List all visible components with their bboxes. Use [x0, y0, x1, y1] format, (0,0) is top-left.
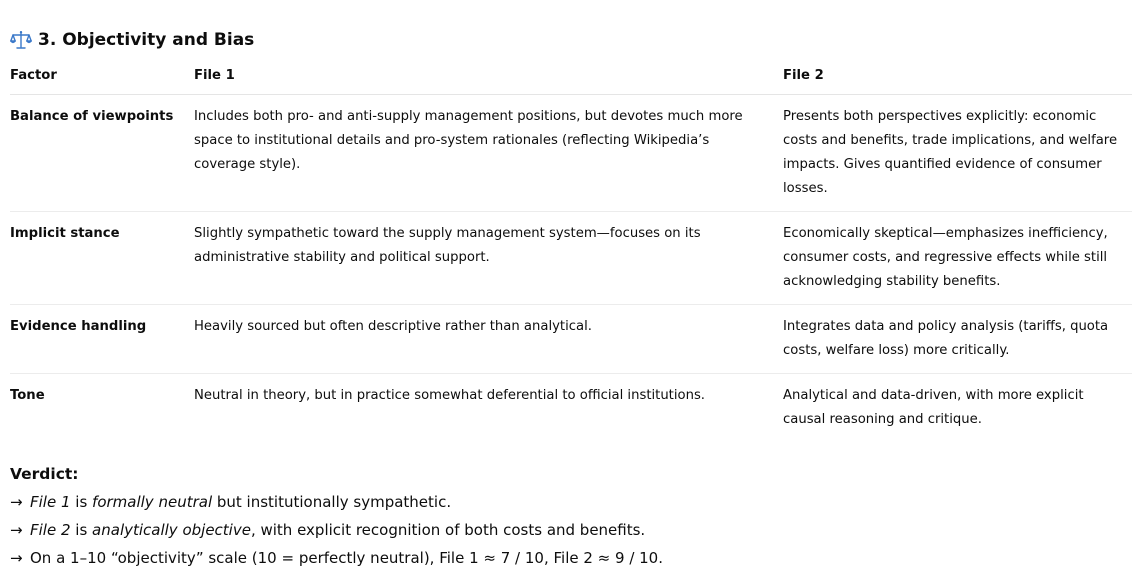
verdict-line-file2 [10, 516, 1132, 544]
arrow-icon: → [10, 493, 23, 511]
arrow-icon: → [10, 549, 23, 567]
verdict-rest: , with explicit recognition of both costs and benefits. [250, 521, 646, 539]
balance-scale-icon [10, 30, 32, 50]
verdict-connector: is [70, 493, 93, 511]
factor-cell: Evidence handling [10, 305, 194, 374]
response-section [10, 26, 1132, 572]
file1-cell: Includes both pro- and anti-supply management positions, but devotes much more space to institutional details and pro-system rationales (reflecting Wikipedia’s coverage style). [194, 95, 783, 212]
verdict-rest: but institutionally sympathetic. [212, 493, 452, 511]
verdict-title: Verdict: [10, 465, 79, 483]
verdict-subject: File 2 [30, 521, 71, 539]
verdict-block [10, 460, 1132, 572]
verdict-emphasis: formally neutral [92, 493, 213, 511]
file1-cell: Neutral in theory, but in practice somewhat deferential to official institutions. [194, 388, 706, 403]
factor-cell: Balance of viewpoints [10, 95, 194, 212]
verdict-subject: File 1 [30, 493, 71, 511]
table-row [10, 95, 1132, 212]
table-row [10, 305, 1132, 374]
verdict-line-file1 [10, 488, 1132, 516]
factor-cell: Implicit stance [10, 212, 194, 305]
factor-cell: Tone [10, 388, 45, 403]
file1-cell: Slightly sympathetic toward the supply management system—focuses on its administrative stability and political support. [194, 212, 783, 305]
column-header-file1: File 1 [194, 60, 783, 95]
verdict-line-scale [10, 544, 1132, 572]
section-title: 3. Objectivity and Bias [38, 30, 255, 50]
arrow-icon: → [10, 521, 23, 539]
file2-cell: Analytical and data-driven, with more explicit causal reasoning and critique. [783, 388, 1084, 427]
table-header-row [10, 60, 1132, 95]
verdict-connector: is [70, 521, 93, 539]
file2-cell: Economically skeptical—emphasizes inefficiency, consumer costs, and regressive effects while still acknowledging stability benefits. [783, 212, 1132, 305]
file1-cell: Heavily sourced but often descriptive rather than analytical. [194, 305, 783, 374]
table-row [10, 212, 1132, 305]
section-heading [10, 26, 1132, 54]
table-row [10, 374, 1132, 443]
column-header-file2: File 2 [783, 60, 1132, 95]
file2-cell: Presents both perspectives explicitly: economic costs and benefits, trade implications, and welfare impacts. Gives quantified evidence of consumer losses. [783, 95, 1132, 212]
comparison-table [10, 60, 1132, 442]
verdict-emphasis: analytically objective [92, 521, 251, 539]
file2-cell: Integrates data and policy analysis (tariffs, quota costs, welfare loss) more critically. [783, 305, 1132, 374]
column-header-factor: Factor [10, 60, 194, 95]
verdict-scale-text: On a 1–10 “objectivity” scale (10 = perfectly neutral), File 1 ≈ 7 / 10, File 2 ≈ 9 / 10. [30, 549, 663, 567]
